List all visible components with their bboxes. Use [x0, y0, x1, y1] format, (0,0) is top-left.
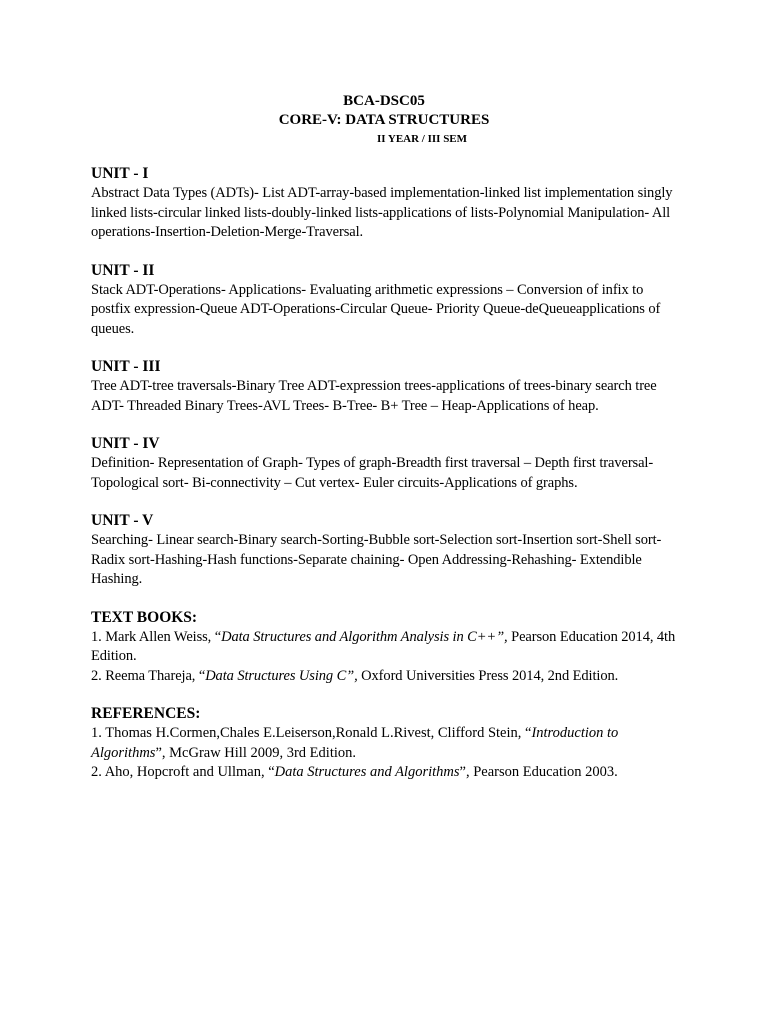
text-books-heading: TEXT BOOKS:: [91, 608, 198, 626]
reference-title: Algorithms: [91, 744, 156, 761]
unit-section: [91, 434, 686, 493]
reference-publisher: ”, McGraw Hill 2009, 3rd Edition.: [155, 744, 357, 761]
text-book-publisher: Oxford Universities Press 2014, 2nd Edition.: [357, 667, 619, 684]
year-semester: II YEAR / III SEM: [376, 133, 468, 145]
references-heading: REFERENCES:: [91, 705, 201, 722]
unit-section: [91, 261, 686, 340]
reference-entry: [91, 763, 686, 783]
text-book-title: Data Structures Using C”,: [205, 667, 358, 684]
text-book-author: 2. Reema Thareja, “: [91, 667, 206, 684]
text-book-entry: [91, 667, 686, 687]
text-books-section: [91, 608, 686, 687]
reference-authors: 1. Thomas H.Cormen,Chales E.Leiserson,Ronald L.Rivest, Clifford Stein, “: [91, 725, 532, 741]
reference-publisher: ”, Pearson Education 2003.: [459, 764, 618, 780]
unit-section: [91, 511, 686, 590]
unit-heading: UNIT - I: [91, 165, 149, 182]
text-book-entry: [91, 628, 686, 667]
text-book-author: 1. Mark Allen Weiss, “: [91, 628, 222, 645]
reference-authors: 2. Aho, Hopcroft and Ullman, “: [91, 764, 275, 780]
unit-heading: UNIT - II: [91, 261, 155, 279]
unit-description: Abstract Data Types (ADTs)- List ADT-array-based implementation-linked list implementation singly linked lists-circular linked lists-doubly-linked lists-applications of lists-Polynomial Manipulation- All operations-Insertion-Deletion-Merge-Traversal.: [91, 185, 673, 240]
unit-section: [91, 357, 686, 416]
reference-entry: [91, 724, 686, 744]
syllabus-content: [91, 164, 686, 801]
references-section: [91, 704, 686, 783]
course-code: BCA-DSC05: [343, 93, 425, 109]
unit-section: [91, 164, 686, 243]
reference-title: Data Structures and Algorithms: [274, 764, 460, 780]
text-book-publisher: Pearson Education 2014, 4th Edition.: [91, 628, 676, 664]
course-title: CORE-V: DATA STRUCTURES: [278, 112, 490, 128]
unit-description: Stack ADT-Operations- Applications- Evaluating arithmetic expressions – Conversion of infix to postfix expression-Queue ADT-Operations-Circular Queue- Priority Queue-deQueueapplications of queues.: [91, 281, 661, 337]
reference-entry-continued: [91, 744, 686, 764]
unit-heading: UNIT - V: [91, 512, 154, 529]
unit-description: Searching- Linear search-Binary search-Sorting-Bubble sort-Selection sort-Insertion sort-Shell sort-Radix sort-Hashing-Hash functions-Separate chaining- Open Addressing-Rehashing- Extendible Hashing.: [91, 532, 662, 587]
reference-title: Introduction to: [531, 725, 619, 741]
unit-description: Definition- Representation of Graph- Types of graph-Breadth first traversal – Depth first traversal-Topological sort- Bi-connectivity – Cut vertex- Euler circuits-Applications of graphs.: [91, 455, 654, 491]
unit-heading: UNIT - IV: [91, 435, 160, 452]
unit-description: Tree ADT-tree traversals-Binary Tree ADT-expression trees-applications of trees-binary search tree ADT- Threaded Binary Trees-AVL Trees- B-Tree- B+ Tree – Heap-Applications of heap.: [91, 378, 657, 414]
unit-heading: UNIT - III: [91, 358, 161, 375]
text-book-title: Data Structures and Algorithm Analysis in C++”,: [221, 628, 508, 645]
